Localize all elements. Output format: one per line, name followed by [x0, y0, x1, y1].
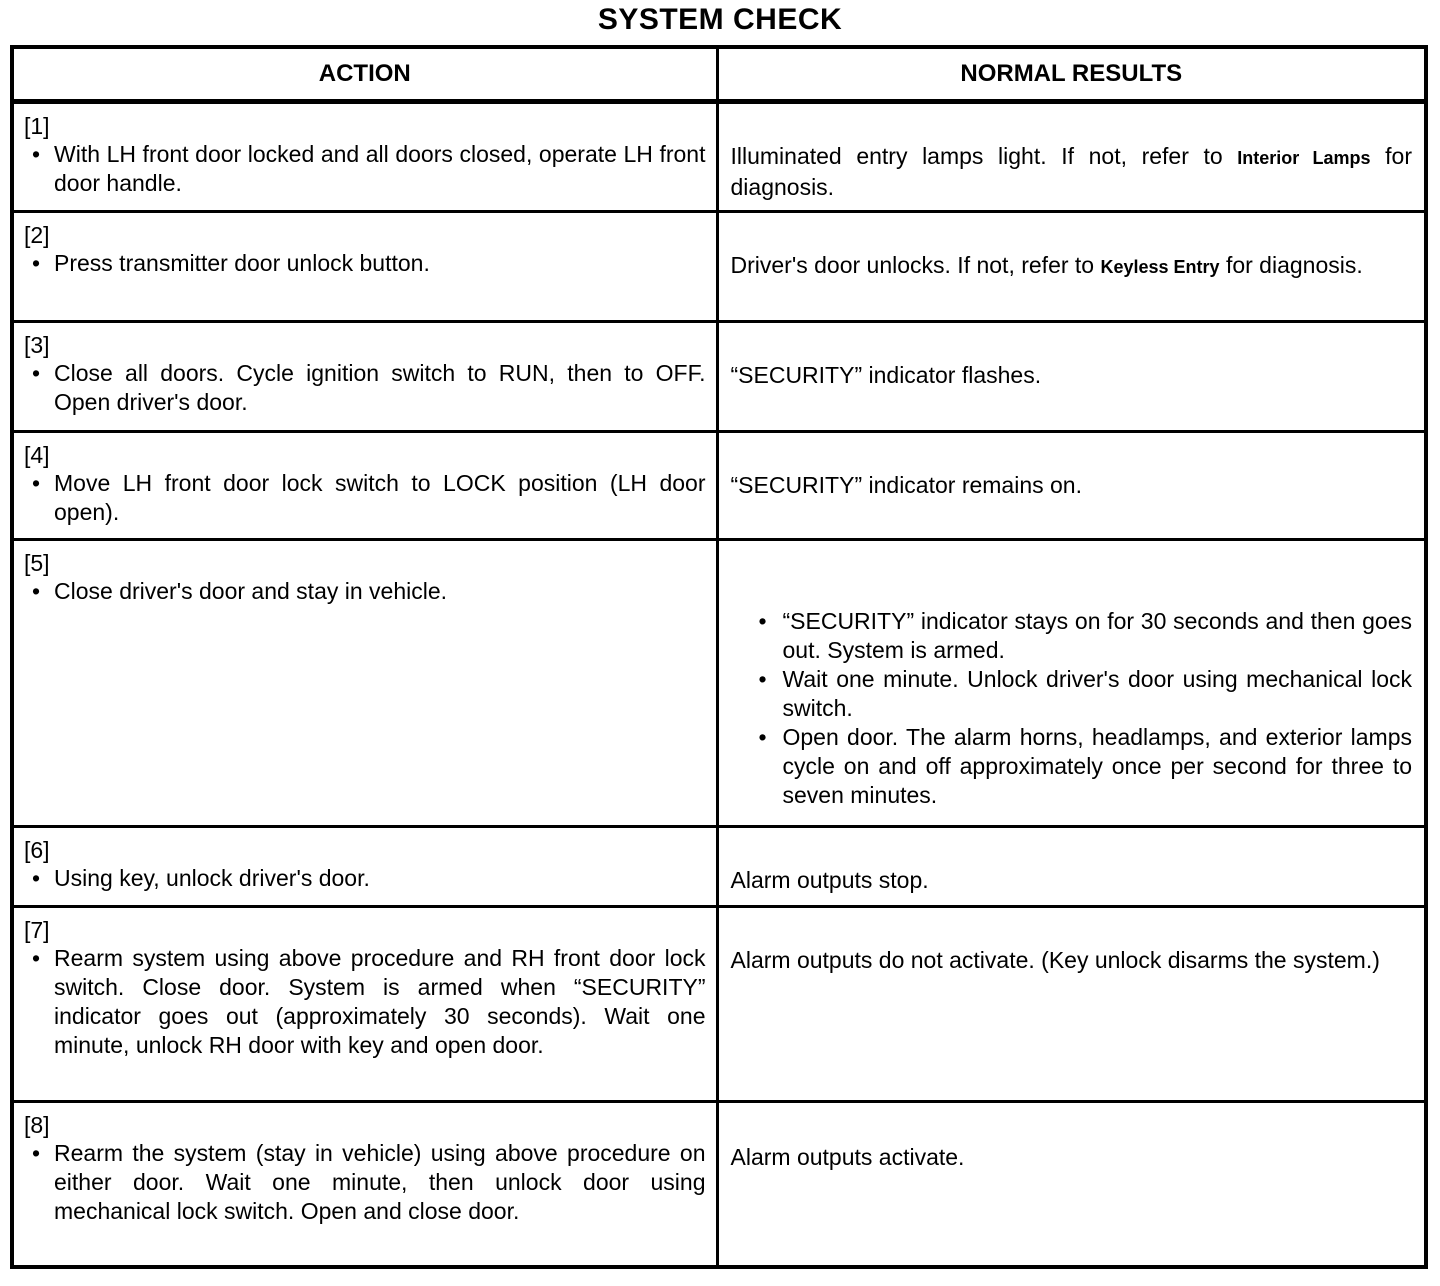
bullet-icon: •: [32, 360, 41, 386]
action-cell: [12, 322, 717, 432]
result-text: Alarm outputs activate.: [730, 1144, 965, 1170]
bullet-icon: •: [32, 578, 41, 604]
action-cell: [12, 102, 717, 212]
action-text: Rearm the system (stay in vehicle) using above procedure on either door. Wait one minute, then unlock door using mechanical lock switch. Open and close door.: [54, 1140, 706, 1224]
step-number: [1]: [24, 113, 50, 139]
result-text: Illuminated entry lamps light. If not, refer to: [730, 143, 1238, 169]
result-text: Alarm outputs stop.: [730, 867, 929, 893]
result-text: Alarm outputs do not activate. (Key unlock disarms the system.): [730, 947, 1380, 973]
result-cell: [717, 212, 1426, 322]
action-text: Rearm system using above procedure and RH front door lock switch. Close door. System is armed when “SECURITY” indicator goes out (approximately 30 seconds). Wait one minute, unlock RH door with key and open door.: [54, 945, 706, 1058]
step-number: [7]: [24, 917, 50, 943]
action-cell: [12, 827, 717, 907]
step-number: [6]: [24, 837, 50, 863]
bullet-icon: •: [758, 666, 767, 692]
bullet-icon: •: [32, 141, 41, 167]
list-item: [759, 723, 1413, 810]
result-text: Open door. The alarm horns, headlamps, and exterior lamps cycle on and off approximately once per second for three to seven minutes.: [782, 724, 1412, 808]
step-number: [8]: [24, 1112, 50, 1138]
table-row: [12, 102, 1426, 212]
result-cell: [717, 540, 1426, 827]
result-cell: [717, 102, 1426, 212]
result-text: “SECURITY” indicator stays on for 30 seconds and then goes out. System is armed.: [782, 608, 1412, 663]
action-cell: [12, 212, 717, 322]
table-row: [12, 322, 1426, 432]
action-text: Press transmitter door unlock button.: [54, 250, 430, 276]
reference-link: Keyless Entry: [1100, 257, 1220, 277]
result-text: for diagnosis.: [1219, 252, 1363, 278]
bullet-icon: •: [32, 470, 41, 496]
action-cell: [12, 1102, 717, 1267]
result-cell: [717, 827, 1426, 907]
result-cell: [717, 907, 1426, 1102]
step-number: [4]: [24, 442, 50, 468]
table-row: [12, 212, 1426, 322]
list-item: [759, 665, 1413, 723]
table-row: [12, 1102, 1426, 1267]
page-title: SYSTEM CHECK: [597, 3, 843, 36]
action-text: Close driver's door and stay in vehicle.: [54, 578, 448, 604]
result-text: for diagnosis.: [730, 143, 1412, 200]
action-column-header: ACTION: [12, 47, 717, 102]
bullet-icon: •: [32, 865, 41, 891]
table-row: [12, 827, 1426, 907]
result-cell: [717, 322, 1426, 432]
table-row: [12, 432, 1426, 540]
action-cell: [12, 540, 717, 827]
bullet-icon: •: [758, 724, 767, 750]
table-header-row: [12, 47, 1426, 102]
list-item: [759, 607, 1413, 665]
step-number: [2]: [24, 222, 50, 248]
table-row: [12, 540, 1426, 827]
results-list: [719, 541, 1425, 810]
reference-link: Interior Lamps: [1237, 148, 1371, 168]
result-text: “SECURITY” indicator flashes.: [730, 362, 1042, 388]
bullet-icon: •: [32, 945, 41, 971]
action-text: Move LH front door lock switch to LOCK position (LH door open).: [54, 470, 706, 525]
action-cell: [12, 907, 717, 1102]
table-row: [12, 907, 1426, 1102]
result-cell: [717, 432, 1426, 540]
action-text: Using key, unlock driver's door.: [54, 865, 370, 891]
normal-results-column-header: NORMAL RESULTS: [717, 47, 1426, 102]
system-check-table: [10, 45, 1428, 1269]
action-text: With LH front door locked and all doors closed, operate LH front door handle.: [54, 141, 706, 196]
result-cell: [717, 1102, 1426, 1267]
bullet-icon: •: [32, 250, 41, 276]
action-cell: [12, 432, 717, 540]
bullet-icon: •: [32, 1140, 41, 1166]
bullet-icon: •: [758, 608, 767, 634]
step-number: [5]: [24, 550, 50, 576]
action-text: Close all doors. Cycle ignition switch to RUN, then to OFF. Open driver's door.: [54, 360, 706, 415]
result-text: Wait one minute. Unlock driver's door using mechanical lock switch.: [782, 666, 1412, 721]
step-number: [3]: [24, 332, 50, 358]
result-text: “SECURITY” indicator remains on.: [730, 472, 1082, 498]
result-text: Driver's door unlocks. If not, refer to: [730, 252, 1101, 278]
